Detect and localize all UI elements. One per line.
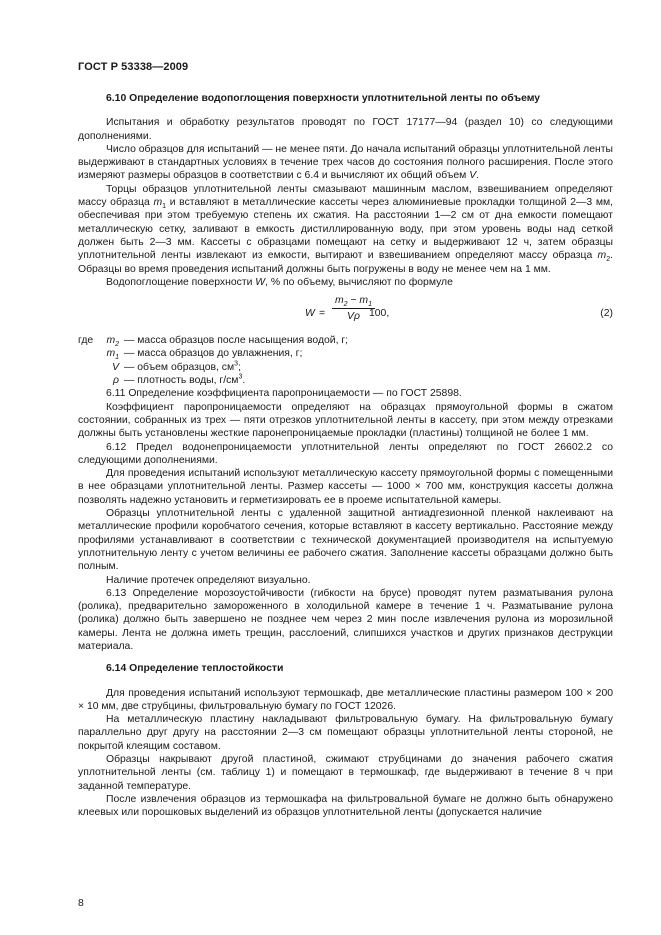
formula-multiplier: 100, [369, 308, 390, 320]
formula-equals: = [319, 308, 326, 320]
section-6-12-paragraph-2: Для проведения испытаний используют металлическую кассету прямоугольной формы с помещенными в нее образцами уплотнительной ленты. Размер кассеты — 1000 × 700 мм, конструкция кассеты должна позволять надежно установить и герметизировать ее в проеме испытательной камеры. [78, 468, 613, 506]
section-6-14-paragraph-4: После извлечения образцов из термошкафа на фильтровальной бумаге не должно быть обнаружено клеевых или порошковых выделений из образцов уплотнительной ленты (допускается наличие [78, 793, 613, 819]
section-6-14-paragraph-3: Образцы накрывают другой пластиной, сжимают струбцинами до значения рабочего сжатия уплотнительной ленты (см. таблицу 1) и помещают в термошкаф, где выдерживают в течение 8 ч при заданной температуре. [78, 754, 613, 792]
section-6-11-paragraph-1: 6.11 Определение коэффициента паропроницаемости — по ГОСТ 25898. [106, 388, 462, 400]
formula-lhs: W [305, 308, 315, 320]
formula-2 [78, 294, 613, 330]
definition-row: где $m_2$ — масса образцов после насыщения водой, г; [78, 335, 349, 349]
section-6-13-paragraph-1: 6.13 Определение морозоустойчивости (гибкости на брусе) проводят путем разматывания рулона (ролика), предварительно замороженного в холодильной камере в течение 1 ч. Разматывание рулона (ролика) должно быть завершено не позднее чем через 2 мин после извлечения рулона из морозильной камеры. Лента не должна иметь трещин, расслоений, слипшихся участков и других признаков деструкции материала. [78, 587, 613, 652]
document-body [78, 92, 613, 820]
definition-row: ρ — плотность воды, $г/см^3$. [113, 373, 246, 387]
formula-definitions [78, 334, 613, 387]
section-6-14-title: 6.14 Определение теплостойкости [106, 663, 284, 675]
section-6-12-paragraph-1: 6.12 Предел водонепроницаемости уплотнительной ленты определяют по ГОСТ 26602.2 со следующими дополнениями. [78, 441, 613, 466]
section-6-10-title: 6.10 Определение водопоглощения поверхности уплотнительной ленты по объему [106, 93, 541, 104]
section-6-10-paragraph-1: Испытания и обработку результатов проводят по ГОСТ 17177—94 (раздел 10) со следующими дополнениями. [78, 117, 613, 142]
page-number: 8 [78, 898, 84, 909]
formula-numerator: $m_2 - m_1$ [332, 294, 375, 309]
section-6-14-paragraph-1: Для проведения испытаний используют термошкаф, две металлические пластины размером 100 × 200 × 10 мм, две струбцины, фильтровальную бумагу по ГОСТ 12026. [78, 687, 613, 712]
section-6-12-paragraph-3: Образцы уплотнительной ленты с удаленной защитной антиадгезионной пленкой наклеивают на металлические профили коробчатого сечения, которые вставляют в кассету вертикально. Расстояние между профилями устанавливают в соответствии с технической документацией производителя на испытуемую уплотнительную ленту с учетом величины ее рабочего сжатия. Заполнение кассеты образцами должно быть полным. [78, 508, 613, 573]
section-6-10-paragraph-4: Водопоглощение поверхности W, % по объему, вычисляют по формуле [106, 276, 453, 288]
document-header: ГОСТ Р 53338—2009 [78, 61, 189, 73]
formula-denominator: Vρ [347, 311, 360, 323]
formula-number: (2) [600, 308, 613, 320]
section-6-12-paragraph-4: Наличие протечек определяют визуально. [106, 574, 311, 586]
definition-row: V — объем образцов, $см^3$; [112, 360, 241, 373]
section-6-11-paragraph-2: Коэффициент паропроницаемости определяют на образцах прямоугольной формы в сжатом состоянии, собранных из трех — пяти отрезков уплотнительной ленты в кассету, при этом между отрезками должны быть установлены жесткие паронепроницаемые прокладки (пластины) толщиной не более 1 мм. [78, 401, 613, 440]
section-6-10-paragraph-3: Торцы образцов уплотнительной ленты смазывают машинным маслом, взвешиванием определяют массу образца $m_1$ и вставляют в металлические кассеты через алюминиевые прокладки толщиной 2—3 мм, обеспечивая при этом требуемую степень их сжатия. На расстоянии 1—2 см от дна емкости помещают металлическую сетку, заливают в емкость дистиллированную воду, при этом уровень воды над сеткой должен быть 2—3 мм. Кассеты с образцами помещают на сетку и выдерживают 12 ч, затем образцы уплотнительной ленты извлекают из емкости, вытирают и взвешиванием определяют массу образца $m_2$. Образцы во время проведения испытаний должны быть погружены в воду не менее чем на 1 мм. [78, 183, 613, 275]
section-6-10-paragraph-2: Число образцов для испытаний — не менее пяти. До начала испытаний образцы уплотнительной ленты выдерживают в стандартных условиях в течение трех часов до состояния полного расширения. После этого измеряют размеры образцов в соответствии с 6.4 и вычисляют их общий объем V. [78, 143, 613, 182]
section-6-14-paragraph-2: На металлическую пластину накладывают фильтровальную бумагу. На фильтровальную бумагу параллельно друг другу на расстоянии 2—3 см помещают образцы уплотнительной ленты стороной, не покрытой клеящим составом. [78, 714, 613, 752]
definition-row: $m_1$ — масса образцов до увлажнения, г; [106, 348, 303, 362]
